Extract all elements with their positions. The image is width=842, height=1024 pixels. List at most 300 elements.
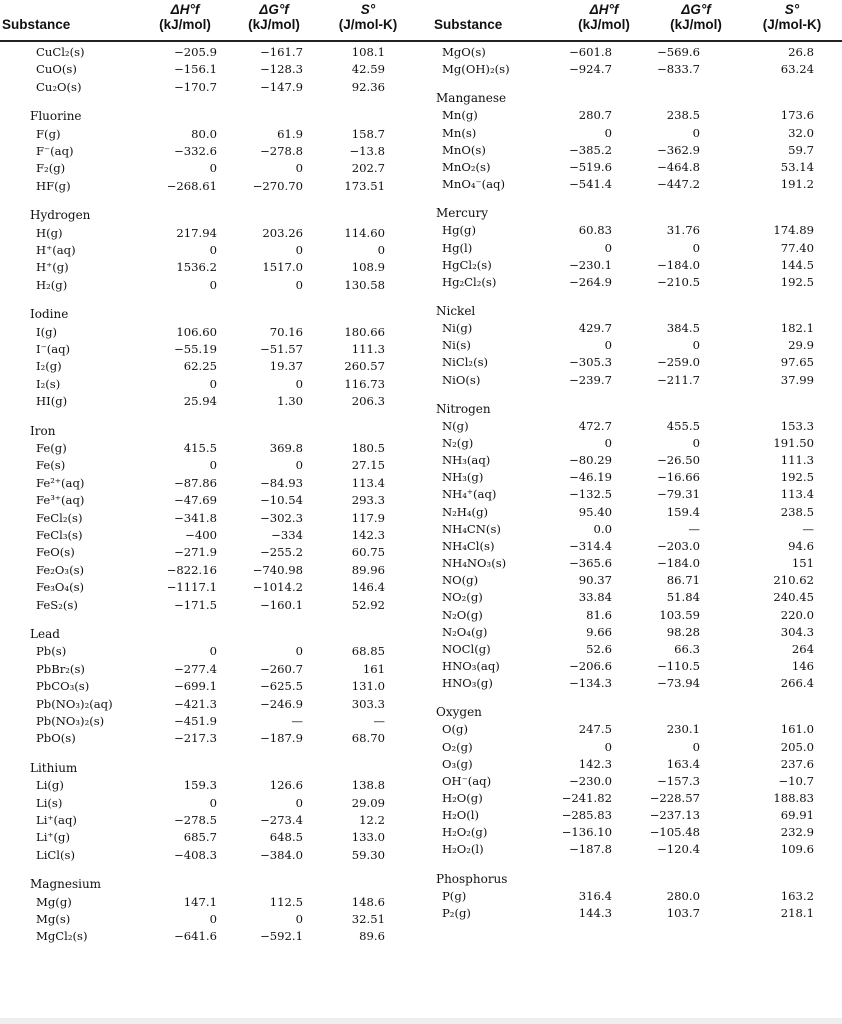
table-row <box>436 555 836 572</box>
enthalpy-value: −400 <box>185 528 217 542</box>
substance-name: F₂(g) <box>36 161 66 176</box>
table-row <box>30 928 405 945</box>
enthalpy-value: −134.3 <box>569 676 612 691</box>
substance-name: Fe(s) <box>36 458 66 473</box>
substance-name: FeO(s) <box>36 545 75 560</box>
entropy-value: 117.9 <box>351 510 385 525</box>
enthalpy-value: 9.66 <box>586 624 612 639</box>
substance-name: Pb(NO₃)₂(aq) <box>36 696 113 711</box>
enthalpy-value: −365.6 <box>569 556 612 571</box>
entropy-value: 153.3 <box>780 418 814 433</box>
gibbs-value: −228.57 <box>649 791 700 805</box>
enthalpy-value: 472.7 <box>578 418 612 433</box>
table-row <box>30 829 405 846</box>
category-label: Nickel <box>436 303 476 318</box>
substance-name: Fe²⁺(aq) <box>36 475 85 490</box>
gibbs-value: 238.5 <box>666 108 700 123</box>
header-dg-unit: (kJ/mol) <box>670 17 722 32</box>
enthalpy-value: −241.82 <box>561 791 612 805</box>
enthalpy-value: 60.83 <box>578 223 612 238</box>
header-s-unit: (J/mol-K) <box>338 17 398 32</box>
substance-name: H₂O(g) <box>442 791 483 805</box>
enthalpy-value: −699.1 <box>174 679 217 694</box>
enthalpy-value: −1117.1 <box>166 580 217 595</box>
page-footer-strip <box>0 1018 842 1024</box>
entropy-value: 188.83 <box>773 791 814 805</box>
substance-name: O₃(g) <box>442 756 473 771</box>
substance-name: I⁻(aq) <box>36 342 71 356</box>
enthalpy-value: 147.1 <box>183 894 217 909</box>
gibbs-value: −184.0 <box>657 257 700 272</box>
enthalpy-value: −187.8 <box>569 842 612 857</box>
entropy-value: 53.14 <box>780 159 814 174</box>
entropy-value: 266.4 <box>780 676 814 691</box>
entropy-value: 163.2 <box>780 888 814 903</box>
entropy-value: 161 <box>362 661 385 676</box>
gibbs-value: −237.13 <box>649 808 700 823</box>
category-heading <box>436 704 836 721</box>
table-row <box>30 678 405 695</box>
gibbs-value: −334 <box>271 528 303 542</box>
gibbs-value: −210.5 <box>657 274 700 289</box>
enthalpy-value: −271.9 <box>174 545 217 560</box>
table-row <box>30 562 405 579</box>
table-row <box>30 795 405 812</box>
entropy-value: 108.1 <box>351 45 385 59</box>
enthalpy-value: 0 <box>209 376 217 391</box>
substance-name: N₂O₄(g) <box>442 624 488 639</box>
table-row <box>436 469 836 486</box>
substance-name: NH₄NO₃(s) <box>442 556 507 571</box>
substance-name: N₂(g) <box>442 436 474 450</box>
substance-name: CuCl₂(s) <box>36 45 85 59</box>
enthalpy-value: −132.5 <box>569 487 612 502</box>
enthalpy-value: −277.4 <box>174 661 217 676</box>
substance-name: Li(g) <box>36 778 64 793</box>
table-row <box>30 341 405 358</box>
substance-name: Mn(g) <box>442 108 478 123</box>
substance-name: Fe(g) <box>36 441 67 455</box>
entropy-value: 202.7 <box>351 161 385 176</box>
header-dh-symbol: ΔH°f <box>589 2 619 17</box>
substance-name: PbBr₂(s) <box>36 661 85 676</box>
table-row <box>436 372 836 389</box>
gibbs-value: −211.7 <box>657 372 700 387</box>
enthalpy-value: 0 <box>604 338 612 353</box>
substance-name: H⁺(aq) <box>36 243 76 257</box>
enthalpy-value: 0.0 <box>593 521 612 536</box>
gibbs-value: 163.4 <box>666 756 700 771</box>
gibbs-value: −16.66 <box>657 470 700 485</box>
table-row <box>30 777 405 794</box>
header-dg-symbol: ΔG°f <box>681 2 711 17</box>
category-label: Manganese <box>436 91 507 106</box>
gibbs-value: −592.1 <box>260 929 303 944</box>
category-heading <box>436 303 836 320</box>
enthalpy-value: 0 <box>604 436 612 450</box>
substance-name: PbO(s) <box>36 731 76 746</box>
gibbs-value: −464.8 <box>657 159 700 174</box>
entropy-value: 232.9 <box>780 825 814 840</box>
gibbs-value: −447.2 <box>657 177 700 192</box>
enthalpy-value: −136.10 <box>561 825 612 840</box>
category-label: Lithium <box>30 760 78 775</box>
gibbs-value: −246.9 <box>260 696 303 711</box>
entropy-value: 151 <box>791 556 814 571</box>
header-s-unit: (J/mol-K) <box>762 17 822 32</box>
enthalpy-value: −55.19 <box>174 342 217 356</box>
table-row <box>30 277 405 294</box>
enthalpy-value: −268.61 <box>166 178 217 193</box>
gibbs-value: −160.1 <box>260 597 303 612</box>
category-heading <box>30 207 405 224</box>
substance-name: Li⁺(g) <box>36 830 70 845</box>
enthalpy-value: −541.4 <box>569 177 612 192</box>
substance-name: NO₂(g) <box>442 590 483 605</box>
substance-name: H₂O₂(l) <box>442 842 484 857</box>
table-row <box>30 178 405 195</box>
entropy-value: 68.85 <box>351 644 385 659</box>
substance-name: Mg(g) <box>36 894 72 909</box>
gibbs-value: 103.59 <box>659 607 700 622</box>
header-substance: Substance <box>434 17 503 32</box>
category-label: Fluorine <box>30 109 82 124</box>
entropy-value: 29.09 <box>351 795 385 810</box>
entropy-value: 142.3 <box>351 528 385 542</box>
category-label: Nitrogen <box>436 401 491 416</box>
table-row <box>30 44 405 61</box>
gibbs-value: 103.7 <box>666 905 700 920</box>
substance-name: Fe³⁺(aq) <box>36 493 85 508</box>
entropy-value: 158.7 <box>351 126 385 141</box>
gibbs-value: 0 <box>295 912 303 926</box>
substance-name: Fe₃O₄(s) <box>36 580 85 595</box>
substance-name: Hg₂Cl₂(s) <box>442 274 497 289</box>
substance-name: Mn(s) <box>442 125 477 140</box>
table-row <box>436 607 836 624</box>
substance-name: FeCl₃(s) <box>36 528 83 542</box>
entropy-value: 303.3 <box>351 696 385 711</box>
header-dg-unit: (kJ/mol) <box>248 17 300 32</box>
table-row <box>436 159 836 176</box>
table-row <box>436 61 836 78</box>
gibbs-value: 159.4 <box>666 504 700 519</box>
table-row <box>436 418 836 435</box>
enthalpy-value: 0 <box>209 243 217 257</box>
gibbs-value: 0 <box>295 277 303 292</box>
substance-name: Li⁺(aq) <box>36 813 77 827</box>
entropy-value: 37.99 <box>780 372 814 387</box>
enthalpy-value: −285.83 <box>561 808 612 823</box>
gibbs-value: −161.7 <box>260 45 303 59</box>
gibbs-value: −79.31 <box>657 487 700 502</box>
entropy-value: 116.73 <box>344 376 385 391</box>
enthalpy-value: −332.6 <box>174 144 217 158</box>
enthalpy-value: −924.7 <box>569 62 612 77</box>
enthalpy-value: 81.6 <box>586 607 612 622</box>
gibbs-value: −278.8 <box>260 144 303 158</box>
entropy-value: 42.59 <box>351 62 385 77</box>
substance-name: H⁺(g) <box>36 260 69 275</box>
category-label: Phosphorus <box>436 871 508 886</box>
table-row <box>436 538 836 555</box>
substance-name: LiCl(s) <box>36 847 75 862</box>
enthalpy-value: −171.5 <box>174 597 217 612</box>
entropy-value: 92.36 <box>351 79 385 94</box>
gibbs-value: 0 <box>295 243 303 257</box>
enthalpy-value: 316.4 <box>578 888 612 903</box>
table-header-right <box>430 0 842 38</box>
entropy-value: 26.8 <box>788 45 814 59</box>
substance-name: NH₃(g) <box>442 470 484 485</box>
enthalpy-value: 280.7 <box>578 108 612 123</box>
gibbs-value: −84.93 <box>260 475 303 490</box>
substance-name: PbCO₃(s) <box>36 679 90 694</box>
table-row <box>30 911 405 928</box>
substance-name: N₂O(g) <box>442 607 483 622</box>
entropy-value: 191.2 <box>780 177 814 192</box>
entropy-value: 111.3 <box>351 342 385 356</box>
table-row <box>436 905 836 922</box>
entropy-value: 260.57 <box>344 359 385 374</box>
enthalpy-value: −230.1 <box>569 257 612 272</box>
enthalpy-value: −156.1 <box>174 62 217 77</box>
table-row <box>30 847 405 864</box>
gibbs-value: — <box>291 714 303 728</box>
category-heading <box>436 401 836 418</box>
enthalpy-value: 106.60 <box>176 324 217 339</box>
table-row <box>436 721 836 738</box>
table-row <box>436 274 836 291</box>
substance-name: MnO₄⁻(aq) <box>442 177 505 192</box>
table-row <box>30 730 405 747</box>
table-row <box>436 888 836 905</box>
gibbs-value: — <box>688 521 700 536</box>
substance-name: O(g) <box>442 722 468 737</box>
gibbs-value: −302.3 <box>260 510 303 525</box>
table-row <box>30 510 405 527</box>
table-row <box>30 544 405 561</box>
entropy-value: 29.9 <box>788 338 814 353</box>
gibbs-value: 280.0 <box>666 888 700 903</box>
substance-name: I₂(s) <box>36 376 61 391</box>
substance-name: MnO(s) <box>442 142 486 157</box>
table-row <box>436 624 836 641</box>
entropy-value: 113.4 <box>780 487 814 502</box>
gibbs-value: −740.98 <box>252 562 303 577</box>
table-row <box>436 589 836 606</box>
table-row <box>30 527 405 544</box>
gibbs-value: 369.8 <box>269 441 303 455</box>
enthalpy-value: 90.37 <box>578 573 612 588</box>
header-rule <box>0 40 842 42</box>
substance-name: H(g) <box>36 225 63 240</box>
entropy-value: 113.4 <box>351 475 385 490</box>
table-row <box>436 756 836 773</box>
table-row <box>436 739 836 756</box>
substance-name: OH⁻(aq) <box>442 773 492 788</box>
table-row <box>30 160 405 177</box>
table-row <box>30 79 405 96</box>
table-row <box>436 486 836 503</box>
table-row <box>30 259 405 276</box>
substance-name: MgO(s) <box>442 45 486 59</box>
entropy-value: 68.70 <box>351 731 385 746</box>
category-label: Lead <box>30 627 60 641</box>
substance-name: HI(g) <box>36 394 68 409</box>
table-row <box>436 176 836 193</box>
category-label: Mercury <box>436 206 489 221</box>
gibbs-value: 51.84 <box>666 590 700 605</box>
entropy-value: 192.5 <box>780 274 814 289</box>
gibbs-value: −569.6 <box>657 45 700 59</box>
header-dg-col <box>232 2 316 32</box>
category-heading <box>436 205 836 222</box>
header-dg-symbol: ΔG°f <box>259 2 289 17</box>
enthalpy-value: −385.2 <box>569 142 612 157</box>
table-header-left <box>0 0 415 38</box>
substance-name: NiO(s) <box>442 372 481 387</box>
gibbs-value: 455.5 <box>666 418 700 433</box>
entropy-value: 182.1 <box>780 321 814 336</box>
enthalpy-value: 80.0 <box>191 126 217 141</box>
table-row <box>30 376 405 393</box>
table-row <box>30 492 405 509</box>
gibbs-value: 86.71 <box>666 573 700 588</box>
gibbs-value: −157.3 <box>657 773 700 788</box>
substance-name: NiCl₂(s) <box>442 355 489 370</box>
category-heading <box>30 108 405 125</box>
gibbs-value: −273.4 <box>260 813 303 827</box>
enthalpy-value: 33.84 <box>578 590 612 605</box>
entropy-value: 32.51 <box>351 912 385 926</box>
substance-name: NH₄Cl(s) <box>442 538 495 553</box>
table-row <box>30 597 405 614</box>
entropy-value: 94.6 <box>788 538 814 553</box>
table-row <box>436 824 836 841</box>
header-dh-col <box>140 2 230 32</box>
enthalpy-value: 0 <box>209 912 217 926</box>
entropy-value: 180.66 <box>344 324 385 339</box>
substance-name: F(g) <box>36 126 61 141</box>
gibbs-value: 0 <box>692 436 700 450</box>
substance-name: FeCl₂(s) <box>36 510 83 525</box>
table-row <box>30 61 405 78</box>
table-row <box>30 713 405 730</box>
substance-name: CuO(s) <box>36 62 77 77</box>
entropy-value: 146 <box>791 658 814 673</box>
entropy-value: 133.0 <box>351 830 385 845</box>
category-label: Oxygen <box>436 705 482 720</box>
gibbs-value: 230.1 <box>666 722 700 737</box>
entropy-value: 192.5 <box>780 470 814 485</box>
table-row <box>436 142 836 159</box>
entropy-value: −10.7 <box>778 773 814 788</box>
entropy-value: 52.92 <box>351 597 385 612</box>
substance-name: P₂(g) <box>442 905 471 920</box>
entropy-value: 89.6 <box>359 929 385 944</box>
substance-name: P(g) <box>442 888 467 903</box>
substance-name: Fe₂O₃(s) <box>36 562 85 577</box>
entropy-value: 174.89 <box>773 223 814 238</box>
entropy-value: −13.8 <box>349 144 385 158</box>
entropy-value: 77.40 <box>780 240 814 255</box>
entropy-value: 191.50 <box>773 436 814 450</box>
table-row <box>436 240 836 257</box>
header-dh-col <box>558 2 650 32</box>
gibbs-value: 31.76 <box>666 223 700 238</box>
substance-name: MgCl₂(s) <box>36 929 88 944</box>
gibbs-value: 0 <box>692 739 700 754</box>
gibbs-value: 648.5 <box>269 830 303 845</box>
substance-name: HgCl₂(s) <box>442 257 492 272</box>
enthalpy-value: 217.94 <box>176 225 217 240</box>
category-label: Magnesium <box>30 877 102 892</box>
table-row <box>30 894 405 911</box>
entropy-value: 59.30 <box>351 847 385 862</box>
substance-name: NH₄⁺(aq) <box>442 487 497 502</box>
table-row <box>30 475 405 492</box>
gibbs-value: −270.70 <box>252 178 303 193</box>
entropy-value: 111.3 <box>780 453 814 468</box>
entropy-value: 69.91 <box>780 808 814 823</box>
enthalpy-value: −80.29 <box>569 453 612 468</box>
enthalpy-value: 685.7 <box>183 830 217 845</box>
table-row <box>30 457 405 474</box>
enthalpy-value: −217.3 <box>174 731 217 746</box>
entropy-value: 293.3 <box>351 493 385 508</box>
table-row <box>30 579 405 596</box>
enthalpy-value: 247.5 <box>578 722 612 737</box>
table-row <box>436 658 836 675</box>
entropy-value: 264 <box>791 641 814 656</box>
entropy-value: 0 <box>377 243 385 257</box>
gibbs-value: −110.5 <box>657 658 700 673</box>
substance-name: Pb(NO₃)₂(s) <box>36 714 105 728</box>
enthalpy-value: −47.69 <box>174 493 217 508</box>
gibbs-value: −147.9 <box>260 79 303 94</box>
gibbs-value: 0 <box>692 125 700 140</box>
table-row <box>436 841 836 858</box>
gibbs-value: 0 <box>295 161 303 176</box>
header-s-col <box>320 2 416 32</box>
enthalpy-value: 95.40 <box>578 504 612 519</box>
category-label: Iron <box>30 423 56 438</box>
gibbs-value: −51.57 <box>260 342 303 356</box>
entropy-value: 304.3 <box>780 624 814 639</box>
enthalpy-value: −822.16 <box>166 562 217 577</box>
gibbs-value: 66.3 <box>674 641 700 656</box>
gibbs-value: −184.0 <box>657 556 700 571</box>
substance-name: F⁻(aq) <box>36 144 74 158</box>
category-heading <box>436 90 836 107</box>
gibbs-value: −362.9 <box>657 142 700 157</box>
header-dh-unit: (kJ/mol) <box>578 17 630 32</box>
table-row <box>436 320 836 337</box>
table-row <box>30 393 405 410</box>
gibbs-value: −10.54 <box>260 493 303 508</box>
table-row <box>30 242 405 259</box>
enthalpy-value: −601.8 <box>569 45 612 59</box>
gibbs-value: −259.0 <box>657 355 700 370</box>
gibbs-value: 112.5 <box>269 894 303 909</box>
entropy-value: 218.1 <box>780 905 814 920</box>
enthalpy-value: −641.6 <box>174 929 217 944</box>
substance-name: NO(g) <box>442 573 479 588</box>
substance-name: FeS₂(s) <box>36 597 78 612</box>
enthalpy-value: 0 <box>209 161 217 176</box>
enthalpy-value: −341.8 <box>174 510 217 525</box>
